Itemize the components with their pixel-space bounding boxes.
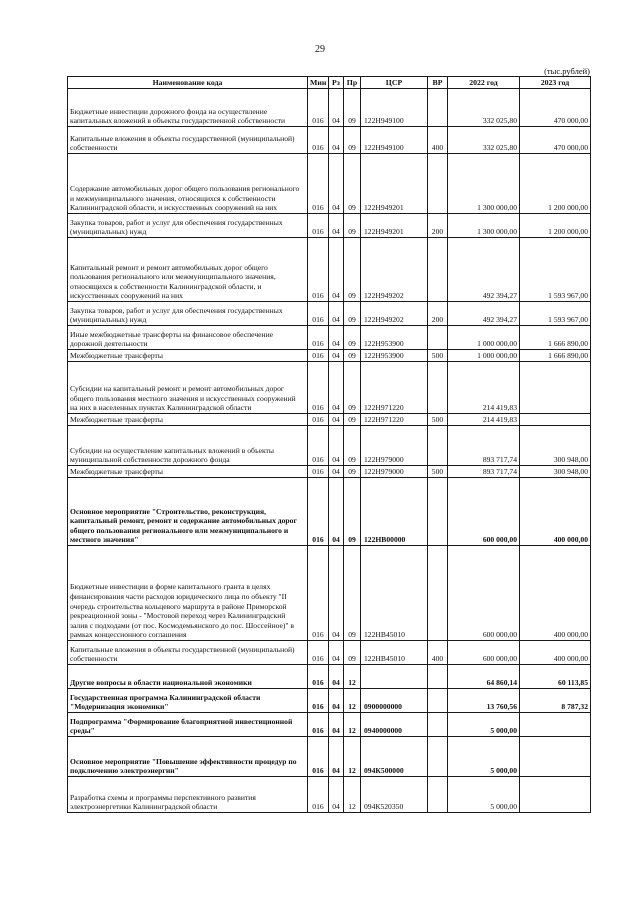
- cell-2023: 1 593 967,00: [520, 238, 591, 302]
- cell-rz: 04: [329, 478, 344, 546]
- cell-vr: [428, 478, 448, 546]
- cell-pr: 09: [344, 326, 361, 350]
- cell-2022: 1 000 000,00: [448, 326, 520, 350]
- cell-rz: 04: [329, 238, 344, 302]
- cell-2022: 893 717,74: [448, 466, 520, 478]
- table-row: [68, 546, 591, 641]
- cell-rz: 04: [329, 665, 344, 689]
- cell-csr: 0900000000: [361, 689, 428, 713]
- cell-vr: [428, 154, 448, 214]
- cell-pr: 09: [344, 546, 361, 641]
- cell-csr: 122Н971220: [361, 414, 428, 426]
- cell-csr: 122Н971220: [361, 362, 428, 414]
- cell-name: Основное мероприятие "Повышение эффективности процедур по подключению электроэнергии": [68, 737, 308, 777]
- cell-rz: 04: [329, 214, 344, 238]
- header-rz: Рз: [329, 77, 344, 89]
- cell-rz: 04: [329, 426, 344, 466]
- cell-pr: 09: [344, 127, 361, 154]
- cell-pr: 09: [344, 362, 361, 414]
- table-row: [68, 414, 591, 426]
- cell-2023: 8 787,32: [520, 689, 591, 713]
- cell-pr: 09: [344, 641, 361, 665]
- cell-csr: 122НВ45010: [361, 546, 428, 641]
- cell-2022: 332 025,80: [448, 89, 520, 127]
- cell-pr: 09: [344, 154, 361, 214]
- cell-vr: 500: [428, 466, 448, 478]
- cell-2022: 600 000,00: [448, 478, 520, 546]
- cell-rz: 04: [329, 89, 344, 127]
- cell-rz: 04: [329, 414, 344, 426]
- table-row: [68, 466, 591, 478]
- cell-rz: 04: [329, 546, 344, 641]
- cell-2023: 1 666 890,00: [520, 326, 591, 350]
- cell-pr: 09: [344, 350, 361, 362]
- cell-csr: 122Н949100: [361, 127, 428, 154]
- cell-pr: 09: [344, 414, 361, 426]
- cell-csr: 122НВ00000: [361, 478, 428, 546]
- cell-2023: 1 593 967,00: [520, 302, 591, 326]
- cell-2022: 5 000,00: [448, 713, 520, 737]
- budget-table: [67, 76, 591, 813]
- cell-pr: 12: [344, 737, 361, 777]
- cell-name: Межбюджетные трансферты: [68, 466, 308, 478]
- cell-vr: [428, 326, 448, 350]
- cell-2023: 400 000,00: [520, 478, 591, 546]
- page-number: 29: [315, 44, 325, 55]
- header-vr: ВР: [428, 77, 448, 89]
- cell-2022: 600 000,00: [448, 641, 520, 665]
- table-row: [68, 362, 591, 414]
- cell-min: 016: [308, 689, 329, 713]
- cell-vr: 500: [428, 350, 448, 362]
- cell-pr: 09: [344, 302, 361, 326]
- cell-min: 016: [308, 127, 329, 154]
- cell-name: Разработка схемы и программы перспективного развития электроэнергетики Калининградской области: [68, 777, 308, 813]
- cell-csr: 094К500000: [361, 737, 428, 777]
- cell-pr: 09: [344, 238, 361, 302]
- cell-pr: 12: [344, 713, 361, 737]
- cell-csr: 122Н949201: [361, 154, 428, 214]
- table-row: [68, 214, 591, 238]
- cell-name: Межбюджетные трансферты: [68, 350, 308, 362]
- cell-name: Закупка товаров, работ и услуг для обеспечения государственных (муниципальных) нужд: [68, 214, 308, 238]
- cell-csr: 122Н953900: [361, 326, 428, 350]
- cell-rz: 04: [329, 154, 344, 214]
- cell-pr: 09: [344, 426, 361, 466]
- cell-csr: 122Н949202: [361, 302, 428, 326]
- cell-vr: [428, 737, 448, 777]
- cell-2022: 214 419,83: [448, 362, 520, 414]
- cell-min: 016: [308, 414, 329, 426]
- cell-pr: 09: [344, 478, 361, 546]
- cell-min: 016: [308, 546, 329, 641]
- cell-name: Капитальные вложения в объекты государственной (муниципальной) собственности: [68, 641, 308, 665]
- cell-vr: 400: [428, 127, 448, 154]
- cell-min: 016: [308, 302, 329, 326]
- cell-2023: 400 000,00: [520, 546, 591, 641]
- cell-2023: 300 948,00: [520, 466, 591, 478]
- table-row: [68, 665, 591, 689]
- table-body: [68, 89, 591, 813]
- cell-pr: 09: [344, 89, 361, 127]
- cell-rz: 04: [329, 466, 344, 478]
- cell-csr: 0940000000: [361, 713, 428, 737]
- cell-csr: 122Н979000: [361, 426, 428, 466]
- cell-csr: 122Н949202: [361, 238, 428, 302]
- cell-name: Капитальный ремонт и ремонт автомобильных дорог общего пользования регионального или межмуниципального значения, относящихся к собственности Калининградской области, и искусственных сооружений на них: [68, 238, 308, 302]
- cell-rz: 04: [329, 689, 344, 713]
- cell-vr: 400: [428, 641, 448, 665]
- header-2023: 2023 год: [520, 77, 591, 89]
- cell-rz: 04: [329, 737, 344, 777]
- table-row: [68, 89, 591, 127]
- table-row: [68, 154, 591, 214]
- header-pr: Пр: [344, 77, 361, 89]
- units-label: (тыс.рублей): [544, 66, 590, 76]
- cell-pr: 12: [344, 665, 361, 689]
- cell-vr: [428, 362, 448, 414]
- header-csr: ЦСР: [361, 77, 428, 89]
- cell-rz: 04: [329, 326, 344, 350]
- cell-min: 016: [308, 665, 329, 689]
- cell-2023: 400 000,00: [520, 641, 591, 665]
- cell-csr: 122Н953900: [361, 350, 428, 362]
- cell-csr: 122Н949201: [361, 214, 428, 238]
- cell-vr: [428, 689, 448, 713]
- cell-2022: 64 860,14: [448, 665, 520, 689]
- cell-2023: [520, 414, 591, 426]
- cell-rz: 04: [329, 127, 344, 154]
- cell-min: 016: [308, 478, 329, 546]
- cell-rz: 04: [329, 350, 344, 362]
- cell-name: Закупка товаров, работ и услуг для обеспечения государственных (муниципальных) нужд: [68, 302, 308, 326]
- cell-min: 016: [308, 426, 329, 466]
- cell-vr: 200: [428, 302, 448, 326]
- cell-csr: 094К520350: [361, 777, 428, 813]
- cell-name: Капитальные вложения в объекты государственной (муниципальной) собственности: [68, 127, 308, 154]
- cell-2022: 332 025,80: [448, 127, 520, 154]
- cell-min: 016: [308, 89, 329, 127]
- cell-min: 016: [308, 238, 329, 302]
- cell-vr: [428, 426, 448, 466]
- cell-min: 016: [308, 713, 329, 737]
- cell-2023: [520, 713, 591, 737]
- table-row: [68, 713, 591, 737]
- cell-rz: 04: [329, 362, 344, 414]
- cell-rz: 04: [329, 641, 344, 665]
- cell-vr: [428, 546, 448, 641]
- cell-2022: 893 717,74: [448, 426, 520, 466]
- cell-min: 016: [308, 214, 329, 238]
- cell-name: Государственная программа Калининградской области "Модернизация экономики": [68, 689, 308, 713]
- header-min: Мин: [308, 77, 329, 89]
- cell-min: 016: [308, 777, 329, 813]
- cell-2023: 1 666 890,00: [520, 350, 591, 362]
- cell-csr: [361, 665, 428, 689]
- cell-2023: [520, 362, 591, 414]
- cell-min: 016: [308, 350, 329, 362]
- table-row: [68, 302, 591, 326]
- table-row: [68, 238, 591, 302]
- cell-pr: 09: [344, 466, 361, 478]
- cell-name: Содержание автомобильных дорог общего пользования регионального и межмуниципального значения, относящихся к собственности Калининградской области, и искусственных сооружений на них: [68, 154, 308, 214]
- cell-2022: 492 394,27: [448, 302, 520, 326]
- cell-vr: [428, 713, 448, 737]
- table-row: [68, 777, 591, 813]
- cell-min: 016: [308, 466, 329, 478]
- table-row: [68, 350, 591, 362]
- cell-pr: 12: [344, 689, 361, 713]
- table-row: [68, 127, 591, 154]
- cell-2022: 1 300 000,00: [448, 154, 520, 214]
- cell-2022: 1 300 000,00: [448, 214, 520, 238]
- cell-2023: 1 200 000,00: [520, 154, 591, 214]
- cell-2022: 13 760,56: [448, 689, 520, 713]
- cell-rz: 04: [329, 713, 344, 737]
- cell-vr: 200: [428, 214, 448, 238]
- cell-min: 016: [308, 641, 329, 665]
- cell-vr: [428, 665, 448, 689]
- cell-pr: 09: [344, 214, 361, 238]
- cell-2023: 470 000,00: [520, 89, 591, 127]
- table-row: [68, 689, 591, 713]
- cell-vr: [428, 89, 448, 127]
- cell-name: Бюджетные инвестиции дорожного фонда на осуществление капитальных вложений в объекты государственной собственности: [68, 89, 308, 127]
- cell-name: Основное мероприятие "Строительство, реконструкция, капитальный ремонт, ремонт и содержание автомобильных дорог общего пользования регионального или межмуниципального и местного значения": [68, 478, 308, 546]
- table-row: [68, 737, 591, 777]
- table-row: [68, 478, 591, 546]
- cell-csr: 122НВ45010: [361, 641, 428, 665]
- cell-rz: 04: [329, 777, 344, 813]
- cell-csr: 122Н949100: [361, 89, 428, 127]
- cell-2023: 1 200 000,00: [520, 214, 591, 238]
- cell-min: 016: [308, 362, 329, 414]
- cell-name: Субсидии на осуществление капитальных вложений в объекты муниципальной собственности дорожного фонда: [68, 426, 308, 466]
- cell-pr: 12: [344, 777, 361, 813]
- header-2022: 2022 год: [448, 77, 520, 89]
- cell-2022: 214 419,83: [448, 414, 520, 426]
- cell-name: Иные межбюджетные трансферты на финансовое обеспечение дорожной деятельности: [68, 326, 308, 350]
- cell-min: 016: [308, 326, 329, 350]
- table-row: [68, 426, 591, 466]
- cell-2023: [520, 777, 591, 813]
- cell-2023: [520, 737, 591, 777]
- cell-2023: 300 948,00: [520, 426, 591, 466]
- cell-vr: 500: [428, 414, 448, 426]
- cell-2022: 5 000,00: [448, 777, 520, 813]
- cell-2023: 470 000,00: [520, 127, 591, 154]
- cell-2022: 492 394,27: [448, 238, 520, 302]
- cell-2023: 60 113,85: [520, 665, 591, 689]
- cell-name: Субсидии на капитальный ремонт и ремонт автомобильных дорог общего пользования местного значения и искусственных сооружений на них в населенных пунктах Калининградской области: [68, 362, 308, 414]
- table-header-row: [68, 77, 591, 89]
- cell-min: 016: [308, 737, 329, 777]
- cell-2022: 5 000,00: [448, 737, 520, 777]
- cell-name: Бюджетные инвестиции в форме капитального гранта в целях финансирования части расходов юридического лица по объекту "II очередь строительства кольцевого маршрута в районе Приморской рекреационной зоны - "Мостовой переход через Калининградский залив с подходами (от пос. Космодемьянского до пос. Шоссейное)" в рамках концессионного соглашения: [68, 546, 308, 641]
- cell-2022: 1 000 000,00: [448, 350, 520, 362]
- cell-name: Межбюджетные трансферты: [68, 414, 308, 426]
- table-row: [68, 641, 591, 665]
- cell-name: Подпрограмма "Формирование благоприятной инвестиционной среды": [68, 713, 308, 737]
- cell-vr: [428, 238, 448, 302]
- cell-vr: [428, 777, 448, 813]
- cell-rz: 04: [329, 302, 344, 326]
- header-name: Наименование кода: [68, 77, 308, 89]
- cell-csr: 122Н979000: [361, 466, 428, 478]
- cell-min: 016: [308, 154, 329, 214]
- cell-2022: 600 000,00: [448, 546, 520, 641]
- table-row: [68, 326, 591, 350]
- cell-name: Другие вопросы в области национальной экономики: [68, 665, 308, 689]
